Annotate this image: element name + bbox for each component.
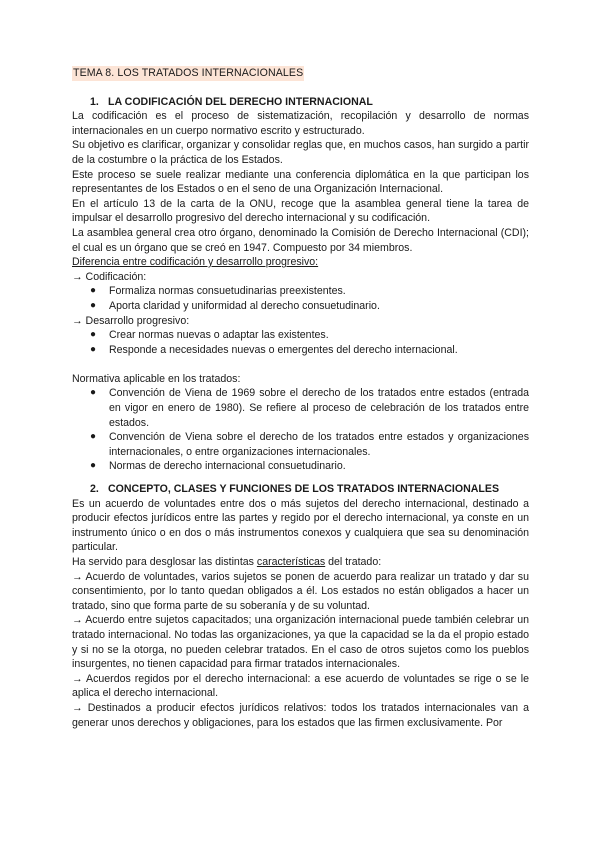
spacer [72,474,529,482]
progressive-list [72,328,529,357]
list-item: ● Responde a necesidades nuevas o emergentes del derecho internacional. [90,343,458,356]
normativa-list [72,386,529,474]
list-item: ● Aporta claridad y uniformidad al derecho consuetudinario. [90,299,380,312]
bullet-icon: ● [90,343,97,355]
section-1-title: LA CODIFICACIÓN DEL DERECHO INTERNACIONAL [108,95,373,108]
characteristics-link-text: características [256,556,326,568]
list-item: ● Crear normas nuevas o adaptar las existentes. [90,329,329,342]
list-item: ● Convención de Viena sobre el derecho de los tratados entre estados y organizaciones internacionales, o entre organizaciones internacionales. [90,431,529,458]
difference-heading: Diferencia entre codificación y desarrollo progresivo: [72,256,319,269]
paragraph: → Acuerdo de voluntades, varios sujetos se ponen de acuerdo para realizar un tratado y dar su consentimiento, por lo tanto quedan obligados a él. Los estados no están obligados a hacer un tratado, sino que forma parte de su soberanía y de su voluntad. [72,570,529,612]
paragraph: La codificación es el proceso de sistematización, recopilación y desarrollo de normas internacionales en un cuerpo normativo escrito y estructurado. [72,110,529,137]
section-2-heading [72,482,529,497]
bullet-icon: ● [90,460,97,472]
paragraph: Este proceso se suele realizar mediante una conferencia diplomática en la que participan los representantes de los Estados o en el seno de una Organización Internacional. [72,168,529,196]
paragraph: Es un acuerdo de voluntades entre dos o más sujetos del derecho internacional, destinado a producir efectos jurídicos entre las partes y regido por el derecho internacional, ya conste en un instrumento único o en dos o más instrumentos conexos y cualquiera que sea su denominación particular. [72,497,529,554]
codification-list [72,284,529,313]
normativa-heading: Normativa aplicable en los tratados: [72,372,241,385]
spacer [72,357,529,372]
paragraph: Su objetivo es clarificar, organizar y consolidar reglas que, en muchos casos, han surgido a partir de la costumbre o la práctica de los Estados. [72,139,529,166]
section-2-number: 2. [90,483,99,496]
section-2-title: CONCEPTO, CLASES Y FUNCIONES DE LOS TRATADOS INTERNACIONALES [108,483,500,496]
list-item: ● Convención de Viena de 1969 sobre el derecho de los tratados entre estados (entrada en vigor en enero de 1980). Se refiere al proceso de celebración de los tratados entre estados. [90,387,529,429]
paragraph: Ha servido para desglosar las distintas características del tratado: [72,556,382,568]
paragraph: → Acuerdo entre sujetos capacitados; una organización internacional puede también celebrar un tratado internacional. No todas las organizaciones, ya que la capacidad se la da el propio estado y si no se la otorga, no pueden celebrar tratados. En el caso de otros sujetos como los pueblos insurgentes, no tienen capacidad para firmar tratados internacionales. [72,614,529,671]
paragraph: La asamblea general crea otro órgano, denominado la Comisión de Derecho Internacional (CDI); el cual es un órgano que se creó en 1947. Compuesto por 34 miembros. [72,226,529,254]
section-1-number: 1. [90,95,99,108]
section-1-heading [72,95,529,110]
bullet-icon: ● [90,285,97,297]
bullet-icon: ● [90,387,97,399]
list-item: ● Formaliza normas consuetudinarias preexistentes. [90,285,346,298]
list-item: ● Normas de derecho internacional consuetudinario. [90,460,346,473]
progressive-label: → Desarrollo progresivo: [72,314,190,327]
codification-label: → Codificación: [72,270,147,283]
bullet-icon: ● [90,299,97,311]
paragraph: En el artículo 13 de la carta de la ONU, recoge que la asamblea general tiene la tarea de impulsar el desarrollo progresivo del derecho internacional y su codificación. [72,197,529,225]
bullet-icon: ● [90,329,97,341]
bullet-icon: ● [90,431,97,443]
topic-title: TEMA 8. LOS TRATADOS INTERNACIONALES [73,67,304,79]
paragraph: → Acuerdos regidos por el derecho internacional: a ese acuerdo de voluntades se rige o se le aplica el derecho internacional. [72,672,529,700]
paragraph: → Destinados a producir efectos jurídicos relativos: todos los tratados internacionales van a generar unos derechos y obligaciones, para los estados que las firmen exclusivamente. Por [72,701,529,729]
document-page [72,66,529,730]
